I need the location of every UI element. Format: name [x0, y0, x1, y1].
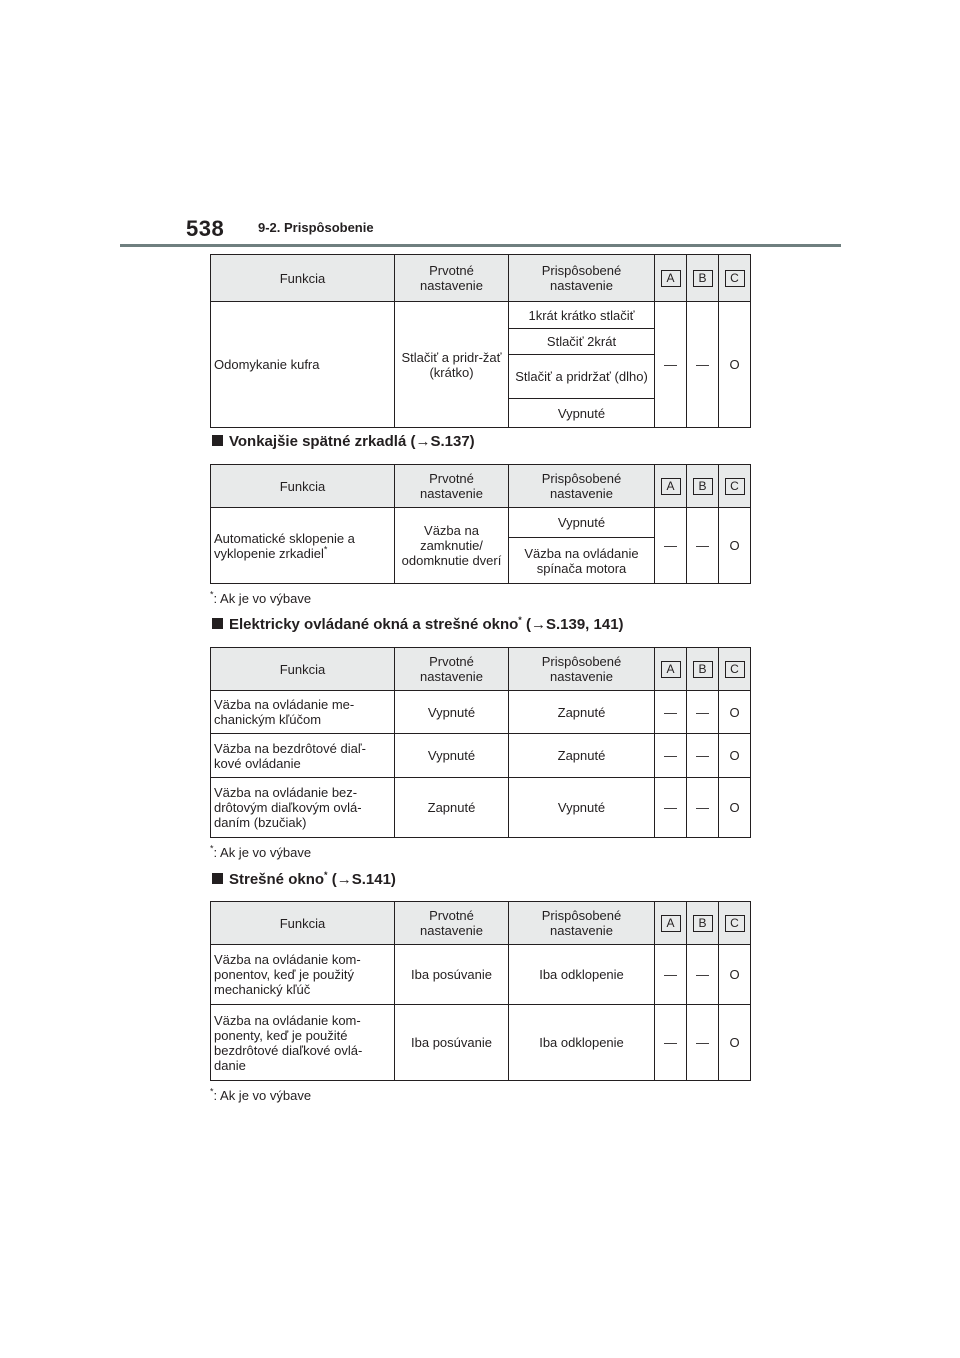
- option-cell: Vypnuté: [509, 508, 655, 538]
- function-cell: Odomykanie kufra: [211, 302, 395, 428]
- header-default: Prvotné nastavenie: [395, 902, 509, 945]
- mark-b: B: [693, 661, 713, 678]
- bullet-square-icon: [212, 873, 223, 884]
- mark-b: B: [693, 478, 713, 495]
- mark-c: C: [725, 915, 745, 932]
- b-cell: —: [687, 1005, 719, 1081]
- a-cell: —: [655, 1005, 687, 1081]
- custom-cell: Zapnuté: [509, 691, 655, 734]
- a-cell: —: [655, 734, 687, 778]
- section-title: 9-2. Prispôsobenie: [258, 220, 374, 235]
- c-cell: O: [719, 691, 751, 734]
- b-cell: —: [687, 691, 719, 734]
- a-cell: —: [655, 778, 687, 838]
- mark-c: C: [725, 478, 745, 495]
- sunroof-title: Strešné okno: [229, 871, 325, 888]
- sunroof-ref: S.141): [351, 871, 396, 888]
- table-row: [211, 945, 751, 1005]
- default-cell: Vypnuté: [395, 691, 509, 734]
- c-cell: O: [719, 508, 751, 584]
- c-cell: O: [719, 302, 751, 428]
- mark-a: A: [661, 915, 681, 932]
- c-cell: O: [719, 1005, 751, 1081]
- default-cell: Iba posúvanie: [395, 1005, 509, 1081]
- c-cell: O: [719, 734, 751, 778]
- header-function: Funkcia: [211, 902, 395, 945]
- mark-a: A: [661, 661, 681, 678]
- header-custom: Prispôsobené nastavenie: [509, 902, 655, 945]
- arrow-icon: →: [530, 616, 546, 633]
- c-cell: O: [719, 945, 751, 1005]
- table-row: [211, 734, 751, 778]
- table-row: [211, 778, 751, 838]
- option-cell: Stlačiť a pridržať (dlho): [509, 355, 655, 399]
- c-cell: O: [719, 778, 751, 838]
- option-cell: Väzba na ovládanie spínača motora: [509, 538, 655, 584]
- header-function: Funkcia: [211, 465, 395, 508]
- header-custom: Prispôsobené nastavenie: [509, 255, 655, 302]
- function-cell: Väzba na bezdrôtové diaľ-kové ovládanie: [211, 734, 395, 778]
- mark-c: C: [725, 270, 745, 287]
- option-cell: 1krát krátko stlačiť: [509, 302, 655, 329]
- b-cell: —: [687, 734, 719, 778]
- mark-b: B: [693, 270, 713, 287]
- sunroof-table: [210, 901, 751, 1081]
- function-cell: Väzba na ovládanie kom-ponentov, keď je použitý mechanický kľúč: [211, 945, 395, 1005]
- option-cell: Stlačiť 2krát: [509, 329, 655, 355]
- windows-ref: S.139, 141): [545, 616, 624, 633]
- custom-cell: Iba odklopenie: [509, 1005, 655, 1081]
- mark-c: C: [725, 661, 745, 678]
- mark-b: B: [693, 915, 713, 932]
- windows-heading: Elektricky ovládané okná a strešné okno* (→S.139, 141): [212, 616, 624, 633]
- header-default: Prvotné nastavenie: [395, 648, 509, 691]
- mirrors-heading: [212, 433, 475, 450]
- a-cell: —: [655, 945, 687, 1005]
- b-cell: —: [687, 302, 719, 428]
- default-cell: Iba posúvanie: [395, 945, 509, 1005]
- mirrors-title: Vonkajšie spätné zrkadlá (: [229, 433, 416, 450]
- header-default: Prvotné nastavenie: [395, 465, 509, 508]
- windows-table: [210, 647, 751, 838]
- header-rule: [120, 244, 841, 247]
- b-cell: —: [687, 778, 719, 838]
- default-cell: Zapnuté: [395, 778, 509, 838]
- sunroof-heading: Strešné okno* (→S.141): [212, 871, 396, 888]
- custom-cell: Vypnuté: [509, 778, 655, 838]
- a-cell: —: [655, 691, 687, 734]
- function-cell: [211, 508, 395, 584]
- header-custom: Prispôsobené nastavenie: [509, 648, 655, 691]
- arrow-icon: →: [415, 433, 431, 450]
- header-function: Funkcia: [211, 255, 395, 302]
- mark-a: A: [661, 270, 681, 287]
- function-cell: Väzba na ovládanie kom-ponenty, keď je použité bezdrôtové diaľkové ovlá-danie: [211, 1005, 395, 1081]
- arrow-icon: →: [336, 871, 352, 888]
- table-row: [211, 691, 751, 734]
- mirrors-table: [210, 464, 751, 584]
- bullet-square-icon: [212, 618, 223, 629]
- b-cell: —: [687, 945, 719, 1005]
- header-custom: Prispôsobené nastavenie: [509, 465, 655, 508]
- footnote-mark: *: [323, 544, 328, 555]
- b-cell: —: [687, 508, 719, 584]
- function-cell: Väzba na ovládanie bez-drôtovým diaľkovým ovlá-daním (bzučiak): [211, 778, 395, 838]
- trunk-unlock-table: [210, 254, 751, 428]
- mark-a: A: [661, 478, 681, 495]
- custom-cell: Zapnuté: [509, 734, 655, 778]
- header-default: Prvotné nastavenie: [395, 255, 509, 302]
- windows-title: Elektricky ovládané okná a strešné okno: [229, 616, 519, 633]
- function-text: Automatické sklopenie a vyklopenie zrkadiel: [214, 530, 355, 561]
- default-cell: Väzba na zamknutie/ odomknutie dverí: [395, 508, 509, 584]
- option-cell: Vypnuté: [509, 399, 655, 428]
- footnote: *: Ak je vo výbave: [210, 1086, 312, 1103]
- bullet-square-icon: [212, 435, 223, 446]
- a-cell: —: [655, 508, 687, 584]
- mirrors-ref: S.137): [430, 433, 475, 450]
- default-cell: Stlačiť a pridr-žať (krátko): [395, 302, 509, 428]
- table-row: [211, 1005, 751, 1081]
- custom-cell: Iba odklopenie: [509, 945, 655, 1005]
- header-function: Funkcia: [211, 648, 395, 691]
- page-number: 538: [186, 216, 225, 241]
- footnote: *: Ak je vo výbave: [210, 589, 312, 606]
- footnote: *: Ak je vo výbave: [210, 843, 312, 860]
- function-cell: Väzba na ovládanie me-chanickým kľúčom: [211, 691, 395, 734]
- default-cell: Vypnuté: [395, 734, 509, 778]
- a-cell: —: [655, 302, 687, 428]
